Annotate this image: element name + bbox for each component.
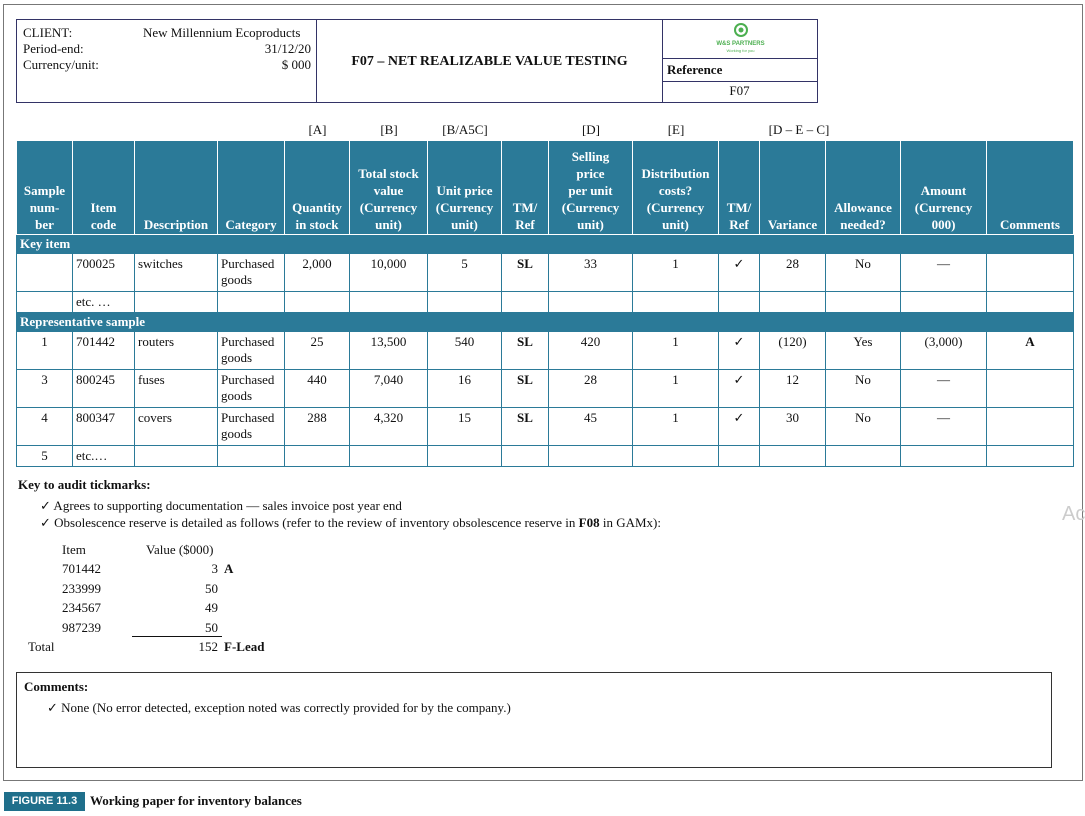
values-row: 233999 50 <box>62 581 218 596</box>
comments-box <box>16 672 1052 768</box>
checkmark: ✓ <box>719 254 760 292</box>
col-distribution: Distribution costs? (Currency unit) <box>633 141 719 235</box>
marker-d: [D] <box>581 122 601 137</box>
marker-dec: [D – E – C] <box>768 122 830 137</box>
section-key-item: Key item <box>17 235 1074 254</box>
col-variance: Variance <box>760 141 826 235</box>
table-row: 3 800245 fuses Purchased goods 440 7,040 16 SL 28 1 ✓ 12 No — <box>17 370 1074 408</box>
col-selling-price: Selling price per unit (Currency unit) <box>549 141 633 235</box>
total-rule <box>132 636 222 637</box>
comments-heading: Comments: <box>24 679 89 694</box>
logo-icon <box>733 23 749 37</box>
key-line-2: ✓ Obsolescence reserve is detailed as follows (refer to the review of inventory obsolescence reserve in F08 in GAMx): <box>40 515 661 530</box>
values-row: 234567 49 <box>62 600 218 615</box>
watermark-text: Ac <box>1062 503 1085 525</box>
col-tm-ref-1: TM/ Ref <box>502 141 549 235</box>
values-row: 701442 3 A <box>62 561 234 576</box>
table-row: 1 701442 routers Purchased goods 25 13,500 540 SL 420 1 ✓ (120) Yes (3,000) A <box>17 332 1074 370</box>
nrv-testing-table <box>16 140 1074 467</box>
currency-label: Currency/unit: <box>23 57 99 72</box>
key-heading: Key to audit tickmarks: <box>18 477 151 492</box>
col-description: Description <box>135 141 218 235</box>
table-row: 5 etc.… <box>17 446 1074 467</box>
checkmark: ✓ <box>719 332 760 370</box>
values-row: 987239 50 <box>62 620 218 635</box>
col-quantity: Quantity in stock <box>285 141 350 235</box>
client-value: New Millennium Ecoproducts <box>143 25 301 40</box>
col-category: Category <box>218 141 285 235</box>
period-label: Period-end: <box>23 41 84 56</box>
header-row <box>17 141 1074 235</box>
table-row: 4 800347 covers Purchased goods 288 4,320 15 SL 45 1 ✓ 30 No — <box>17 408 1074 446</box>
col-allowance: Allowance needed? <box>826 141 901 235</box>
col-total-stock: Total stock value (Currency unit) <box>350 141 428 235</box>
form-title: F07 – NET REALIZABLE VALUE TESTING <box>351 54 628 69</box>
reference-value: F07 <box>729 83 750 98</box>
values-total-row: Total 152 F-Lead <box>28 639 265 654</box>
col-item-code: Item code <box>73 141 135 235</box>
col-comments: Comments <box>987 141 1074 235</box>
comments-text: ✓ None (No error detected, exception noted was correctly provided for by the company.) <box>47 700 511 715</box>
col-sample-number: Sample num- ber <box>17 141 73 235</box>
table-row: etc. … <box>17 292 1074 313</box>
marker-bac: [B/A5C] <box>442 122 488 137</box>
section-representative-sample: Representative sample <box>17 313 1074 332</box>
checkmark: ✓ <box>719 370 760 408</box>
key-line-1: ✓ Agrees to supporting documentation — sales invoice post year end <box>40 498 402 513</box>
marker-a: [A] <box>308 122 327 137</box>
col-tm-ref-2: TM/ Ref <box>719 141 760 235</box>
reference-row <box>662 58 817 82</box>
checkmark: ✓ <box>719 408 760 446</box>
figure-badge: FIGURE 11.3 <box>4 792 85 811</box>
marker-e: [E] <box>667 122 685 137</box>
logo-tagline: Working for you <box>726 48 755 53</box>
col-unit-price: Unit price (Currency unit) <box>428 141 502 235</box>
logo-text: W&S PARTNERS <box>716 41 765 47</box>
table-row: 700025 switches Purchased goods 2,000 10,000 5 SL 33 1 ✓ 28 No — <box>17 254 1074 292</box>
figure-caption: Working paper for inventory balances <box>90 793 302 808</box>
marker-b: [B] <box>380 122 398 137</box>
period-value: 31/12/20 <box>264 41 311 56</box>
col-amount: Amount (Currency 000) <box>901 141 987 235</box>
company-logo <box>663 23 818 57</box>
header-box <box>16 19 818 103</box>
values-header: Item Value ($000) <box>62 542 214 557</box>
currency-value: $ 000 <box>281 57 311 72</box>
reference-label: Reference <box>667 62 723 77</box>
client-label: CLIENT: <box>23 25 73 40</box>
